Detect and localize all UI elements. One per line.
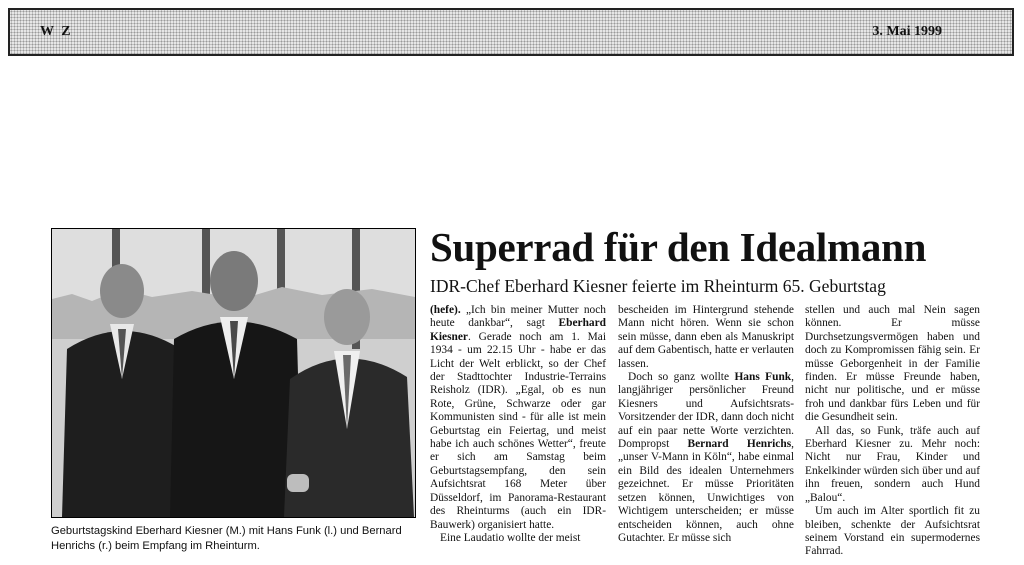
text-run: Doch so ganz wollte: [628, 371, 735, 384]
text-run: „Ich bin meiner Mutter noch heute dankbar“, sagt: [430, 304, 606, 330]
paragraph: Eine Laudatio wollte der meist: [440, 531, 581, 544]
headline: Superrad für den Idealmann: [430, 224, 927, 270]
paragraph: bescheiden im Hintergrund stehende Mann nicht hören. Wenn sie schon sein müsse, dann eben als Manuskript auf dem Gabentisch, hatte er verlauten lassen.: [618, 304, 794, 370]
text-run: . Gerade noch am 1. Mai 1934 - um 22.15 Uhr - habe er das Licht der Welt erblickt, so der Chef der Stadttochter Industrie-Terrains Reisholz (IDR). „Egal, ob es nun Rote, Grüne, Schwarze oder gar Kommunisten sind - für alle ist mein Geburtstag ein Feiertag, und meist habe ich auch schönes Wetter“, freute er sich am Samstag beim Geburtstagsempfang, den sein Aufsichtsrat 168 Meter über Düsseldorf, im Panorama-Restaurant des Rheinturms (auch ein IDR-Bauwerk) organisiert hatte.: [430, 330, 606, 531]
photo-caption: Geburtstagskind Eberhard Kiesner (M.) mit Hans Funk (l.) und Bernard Henrichs (r.) beim Empfang im Rheinturm.: [51, 525, 402, 552]
paragraph: Um auch im Alter sportlich fit zu bleiben, schenkte der Aufsichtsrat seinem Vorstand ein supermodernes Fahrrad.: [805, 505, 980, 558]
text-run: , „unser V-Mann in Köln“, habe einmal ein Bild des idealen Unternehmers gezeichnet. Er müsse Prioritäten setzen können, Unwichtiges von Wichtigem unterscheiden; er müsse entscheiden können, auch ohne Gutachter. Er müsse sich: [618, 438, 794, 544]
article-column-3: [805, 304, 980, 559]
person-name: Hans Funk: [734, 371, 792, 384]
issue-date: 3. Mai 1999: [872, 24, 942, 39]
author-tag: (hefe).: [430, 304, 461, 316]
paragraph: stellen und auch mal Nein sagen können. Er müsse Durchsetzungsvermögen haben und doch zu Kompromissen fähig sein. Er müsse Geborgenheit in der Familie finden. Er müsse Freunde haben, nicht nur politische, und er müsse froh und dankbar fürs Leben und für die Gesundheit sein.: [805, 304, 980, 424]
text-run: , langjähriger persönlicher Freund Kiesners und Aufsichtsrats-Vorsitzender der IDR, dann doch nicht auf ein paar nette Worte verzichten. Dompropst: [618, 371, 794, 451]
newspaper-name: W Z: [40, 24, 73, 39]
paragraph: [430, 304, 606, 532]
person-name: Bernard Henrichs: [687, 438, 792, 451]
article-column-2: [618, 304, 794, 545]
subheadline: IDR-Chef Eberhard Kiesner feierte im Rheinturm 65. Geburtstag: [430, 276, 886, 296]
article-photo: [51, 228, 416, 518]
newspaper-header-bar: [8, 8, 1014, 56]
paragraph: [618, 371, 794, 545]
article-column-1: [430, 304, 606, 545]
person-name: Eberhard Kiesner: [430, 317, 606, 343]
paragraph: All das, so Funk, träfe auch auf Eberhard Kiesner zu. Mehr noch: Nicht nur Frau, Kinder und Enkelkinder würden sich über und auf ihn freuen, sondern auch Hund „Balou“.: [805, 424, 980, 504]
